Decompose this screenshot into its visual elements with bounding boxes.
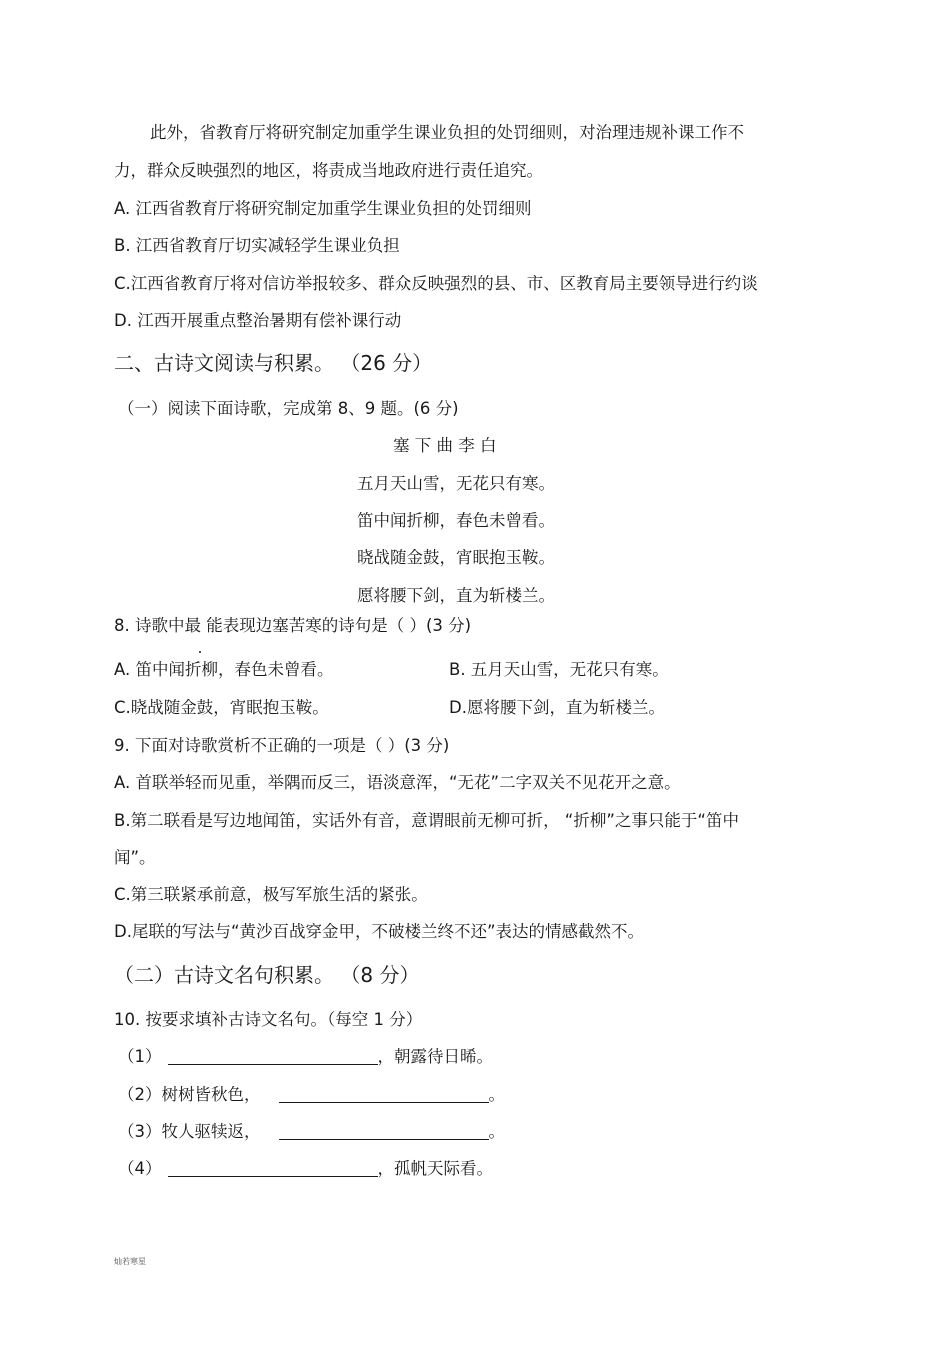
- poem-line-3: 晓战随金鼓，宵眠抱玉鞍。: [357, 548, 555, 567]
- q9-option-b-line1: B.第二联看是写边地闻笛，实话外有音，意谓眼前无柳可折， “折柳”之事只能于“笛中: [114, 811, 739, 830]
- item-number: （3）: [118, 1122, 162, 1141]
- q9-option-a: A. 首联举轻而见重，举隅而反三，语淡意浑，“无花”二字双关不见花开之意。: [114, 773, 681, 792]
- q8-stem: 8. 诗歌中最 能表现边塞苦寒的诗句是（ ）(3 分): [114, 616, 472, 635]
- part1-instruction: （一）阅读下面诗歌，完成第 8、9 题。(6 分): [118, 399, 459, 418]
- item-number: （1）: [118, 1047, 162, 1066]
- q9-stem: 9. 下面对诗歌赏析不正确的一项是（ ）(3 分): [114, 736, 450, 755]
- q8-option-b: B. 五月天山雪，无花只有寒。: [449, 660, 669, 679]
- q8-option-c: C.晓战随金鼓，宵眠抱玉鞍。: [114, 698, 329, 717]
- item-number: （2）: [118, 1085, 162, 1104]
- item-post-text: ，朝露待日晞。: [377, 1047, 493, 1066]
- q7-option-c: C.江西省教育厅将对信访举报较多、群众反映强烈的县、市、区教育局主要领导进行约谈: [114, 274, 758, 293]
- item-post-text: 。: [488, 1122, 505, 1141]
- q7-option-b: B. 江西省教育厅切实减轻学生课业负担: [114, 236, 400, 255]
- part2-title: （二）古诗文名句积累。 （8 分）: [114, 963, 420, 987]
- q10-item-3: [118, 1121, 505, 1143]
- poem-line-2: 笛中闻折柳，春色未曾看。: [357, 511, 555, 530]
- intro-paragraph-line2: 力，群众反映强烈的地区，将责成当地政府进行责任追究。: [114, 161, 543, 180]
- q9-option-b-line2: 闻”。: [114, 848, 156, 867]
- poem-line-4: 愿将腰下剑，直为斩楼兰。: [357, 586, 555, 605]
- fill-blank[interactable]: [279, 1123, 489, 1140]
- poem-line-1: 五月天山雪，无花只有寒。: [357, 474, 555, 493]
- poem-title: 塞 下 曲 李 白: [393, 436, 497, 455]
- item-pre-text: 树树皆秋色，: [161, 1085, 261, 1104]
- item-post-text: ，孤帆天际看。: [377, 1159, 493, 1178]
- q10-item-4: [118, 1158, 493, 1180]
- item-number: （4）: [118, 1159, 162, 1178]
- intro-paragraph-line1: 此外，省教育厅将研究制定加重学生课业负担的处罚细则，对治理违规补课工作不: [150, 123, 744, 142]
- emphasis-dot: [199, 651, 201, 653]
- q10-item-2: [118, 1084, 505, 1106]
- q7-option-a: A. 江西省教育厅将研究制定加重学生课业负担的处罚细则: [114, 199, 532, 218]
- q7-option-d: D. 江西开展重点整治暑期有偿补课行动: [114, 311, 402, 330]
- fill-blank[interactable]: [168, 1160, 378, 1177]
- item-pre-text: 牧人驱犊返，: [161, 1122, 261, 1141]
- q10-item-1: [118, 1046, 493, 1068]
- fill-blank[interactable]: [168, 1048, 378, 1065]
- q10-stem: 10. 按要求填补古诗文名句。（每空 1 分）: [114, 1010, 423, 1029]
- fill-blank[interactable]: [279, 1086, 489, 1103]
- q9-option-c: C.第三联紧承前意，极写军旅生活的紧张。: [114, 885, 428, 904]
- q8-option-d: D.愿将腰下剑，直为斩楼兰。: [449, 698, 665, 717]
- page-footer: 灿若寒星: [114, 1257, 146, 1266]
- q9-option-d: D.尾联的写法与“黄沙百战穿金甲，不破楼兰终不还”表达的情感截然不。: [114, 922, 645, 941]
- item-post-text: 。: [488, 1085, 505, 1104]
- section2-title: 二、古诗文阅读与积累。 （26 分）: [114, 351, 433, 375]
- q8-option-a: A. 笛中闻折柳，春色未曾看。: [114, 660, 334, 679]
